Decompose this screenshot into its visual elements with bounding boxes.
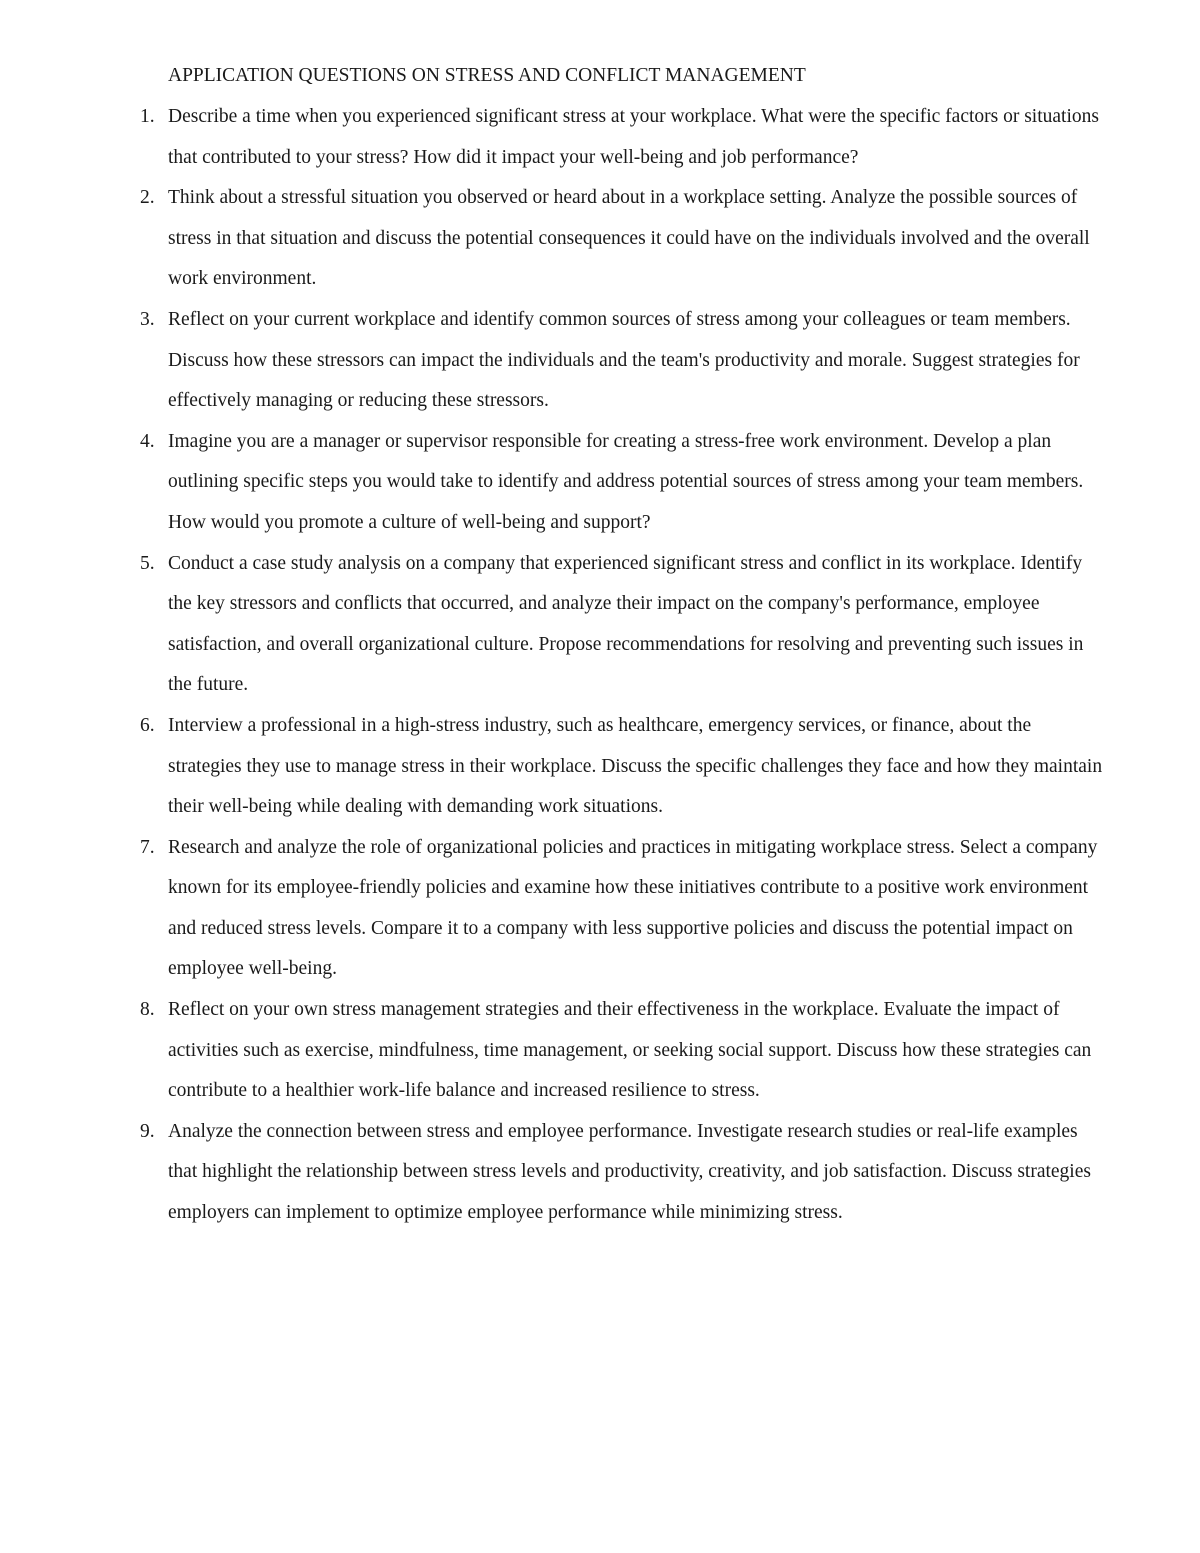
question-text: Reflect on your current workplace and identify common sources of stress among your colleagues or team members. Discuss how these stressors can impact the individuals and the team's productivity and morale. Suggest strategies for effectively managing or reducing these stressors. <box>168 308 1080 412</box>
question-number: 3. <box>140 308 155 330</box>
question-item-8 <box>0 990 1108 1112</box>
question-item-5 <box>0 544 1108 706</box>
question-item-1 <box>0 97 1108 178</box>
question-text: Research and analyze the role of organizational policies and practices in mitigating workplace stress. Select a company known for its employee-friendly policies and examine how these initiatives contribute to a positive work environment and reduced stress levels. Compare it to a company with less supportive policies and discuss the potential impact on employee well-being. <box>168 836 1098 980</box>
question-item-7 <box>0 828 1108 990</box>
question-item-3 <box>0 300 1108 422</box>
question-number: 2. <box>140 187 155 209</box>
document-title: APPLICATION QUESTIONS ON STRESS AND CONFLICT MANAGEMENT <box>168 65 806 86</box>
question-text: Reflect on your own stress management strategies and their effectiveness in the workplace. Evaluate the impact of activities such as exercise, mindfulness, time management, or seeking social support. Discuss how these strategies can contribute to a healthier work-life balance and increased resilience to stress. <box>168 999 1092 1102</box>
question-number: 1. <box>140 106 155 127</box>
question-item-6 <box>0 706 1108 828</box>
question-text: Interview a professional in a high-stress industry, such as healthcare, emergency services, or finance, about the strategies they use to manage stress in their workplace. Discuss the specific challenges they face and how they maintain their well-being while dealing with demanding work situations. <box>168 714 1103 818</box>
question-text: Imagine you are a manager or supervisor responsible for creating a stress-free work environment. Develop a plan outlining specific steps you would take to identify and address potential sources of stress among your team members. How would you promote a culture of well-being and support? <box>168 430 1084 533</box>
question-item-4 <box>0 422 1108 544</box>
question-item-2 <box>0 178 1108 300</box>
question-text: Conduct a case study analysis on a company that experienced significant stress and conflict in its workplace. Identify the key stressors and conflicts that occurred, and analyze their impact on the company's performance, employee satisfaction, and overall organizational culture. Propose recommendations for resolving and preventing such issues in the future. <box>168 552 1084 696</box>
question-number: 9. <box>140 1120 155 1142</box>
question-text: Describe a time when you experienced significant stress at your workplace. What were the specific factors or situations that contributed to your stress? How did it impact your well-being and job performance? <box>168 106 1099 168</box>
question-number: 8. <box>140 999 155 1021</box>
question-number: 5. <box>140 552 155 574</box>
question-text: Think about a stressful situation you observed or heard about in a workplace setting. Analyze the possible sources of stress in that situation and discuss the potential consequences it could have on the individuals involved and the overall work environment. <box>168 187 1090 290</box>
question-number: 6. <box>140 714 155 736</box>
question-number: 4. <box>140 430 155 452</box>
question-number: 7. <box>140 836 155 858</box>
question-item-9 <box>0 1112 1108 1234</box>
questions-list <box>0 97 1108 1234</box>
question-text: Analyze the connection between stress and employee performance. Investigate research studies or real-life examples that highlight the relationship between stress levels and productivity, creativity, and job satisfaction. Discuss strategies employers can implement to optimize employee performance while minimizing stress. <box>168 1120 1091 1224</box>
